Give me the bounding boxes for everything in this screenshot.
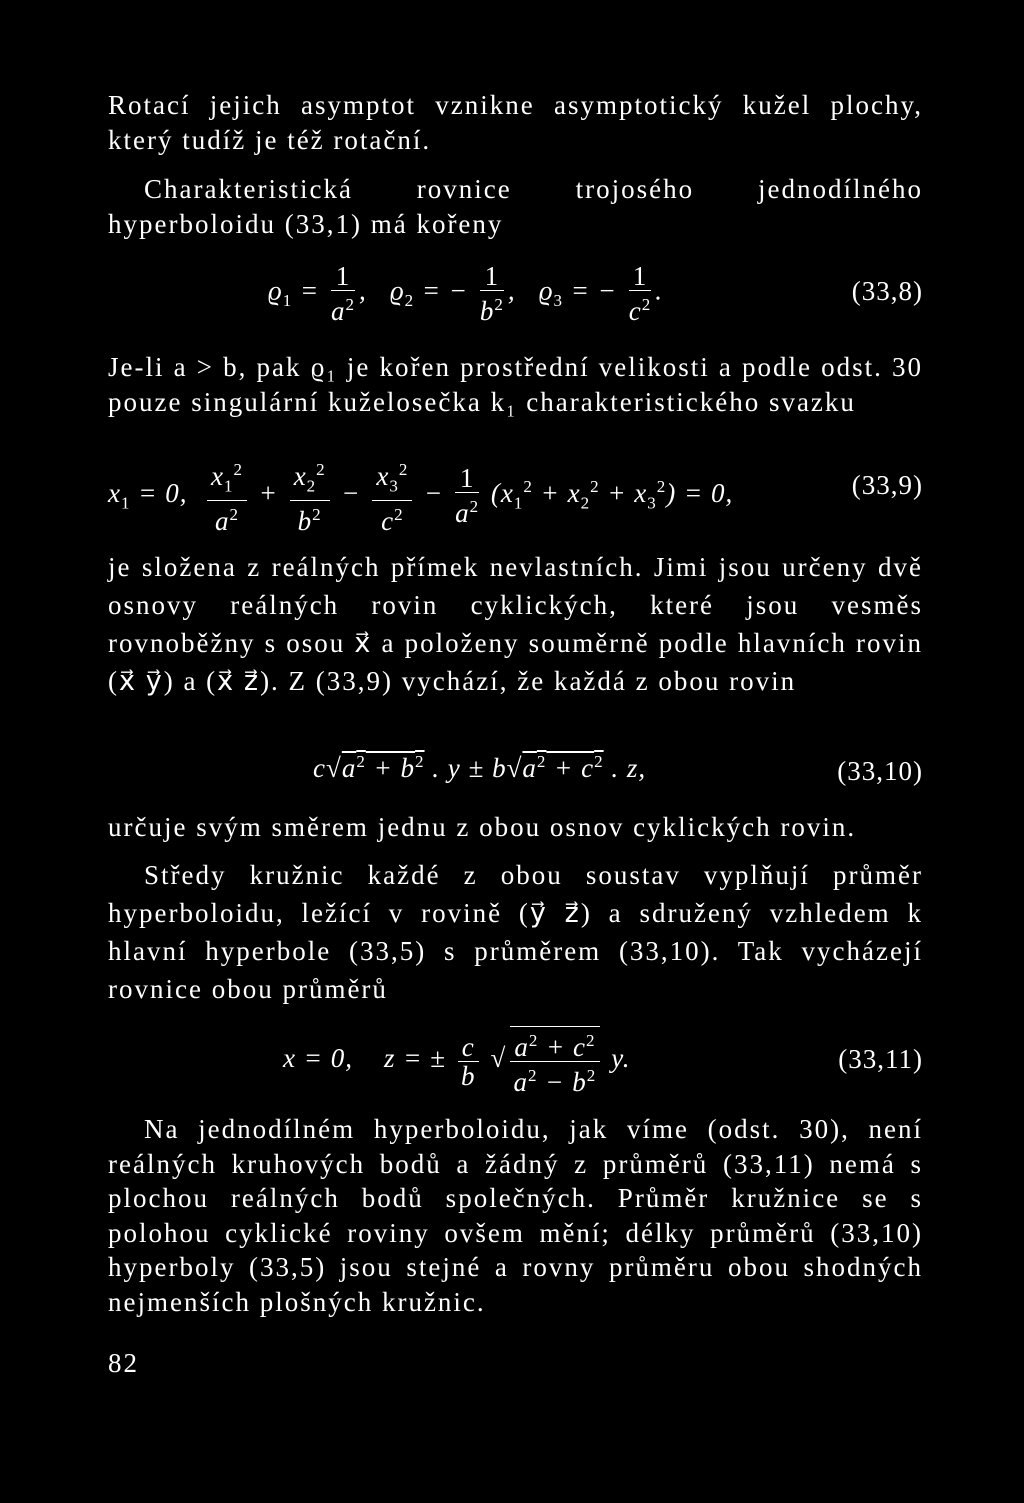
equation-number-33-11: (33,11) xyxy=(838,1044,923,1074)
page-number: 82 xyxy=(108,1348,139,1378)
equation-33-8: $ϱ_1$ = $\frac{1}{a^2}$ , $ϱ_2$ = − $\frac{1}{b^2}$ , $ϱ_3$ = − $\frac{1}{c^2}$ . (33,8) xyxy=(268,261,923,326)
paragraph-singular-conic: Je-li a > b, pak ϱ₁ je kořen prostřední velikosti a podle odst. 30 pouze singulární kuželosečka k₁ charakteristického svazku xyxy=(108,352,923,417)
paragraph-cyclic-directions: určuje svým směrem jednu z obou osnov cyklických rovin. xyxy=(108,812,857,842)
equation-number-33-8: (33,8) xyxy=(851,276,923,306)
paragraph-asymptotic-cone: Rotací jejich asymptot vznikne asymptotický kužel plochy, který tudíž je též rotační. xyxy=(108,90,923,155)
equation-number-33-10: (33,10) xyxy=(837,756,923,786)
paragraph-circle-centres: Středy kružnic každé z obou soustav vyplňují průměr hyperboloidu, ležící v rovině (y⃗ z⃗) a sdružený vzhledem k hlavní hyperbole (33,5) s průměrem (33,10). Tak vycházejí rovnice obou průměrů xyxy=(108,860,923,1004)
equation-33-10: $c√a^2 + b^2$ . $y \pm b√a^2 + c^2$ . z, (33,10) xyxy=(313,752,923,786)
equation-33-9: $x_1 = 0$, $\frac{x_1^2}{a^2}$ + $\frac{x_2^2}{b^2}$ − $\frac{x_3^2}{c^2}$ − $\frac{1}{a^2}$ $(x_1^2 + x_2^2 + x_3^2) = 0$, (33,9) xyxy=(108,456,923,516)
equation-33-11: x = 0, z = ± $\frac{c}{b}$ √ $\frac{a^2 + c^2}{a^2 - b^2}$ y. (33,11) xyxy=(108,1022,923,1092)
paragraph-cyclic-planes: je složena z reálných přímek nevlastních. Jimi jsou určeny dvě osnovy reálných rovin cyklických, které jsou vesměs rovnoběžny s osou x⃗ a položeny souměrně podle hlavních rovin (x⃗ y⃗) a (x⃗ z⃗). Z (33,9) vychází, že každá z obou rovin xyxy=(108,552,923,696)
paragraph-one-sheeted-hyperboloid: Na jednodílném hyperboloidu, jak víme (odst. 30), není reálných kruhových bodů a žádný z průměrů (33,11) nemá s plochou reálných bodů společných. Průměr kružnice se s polohou cyklické roviny ovšem mění; délky průměrů (33,10) hyperboly (33,5) jsou stejné a rovny průměru obou shodných nejmenších plošných kružnic. xyxy=(108,1114,923,1317)
paragraph-characteristic-equation: Charakteristická rovnice trojosého jednodílného hyperboloidu (33,1) má kořeny xyxy=(108,174,923,239)
equation-number-33-9: (33,9) xyxy=(851,470,923,500)
